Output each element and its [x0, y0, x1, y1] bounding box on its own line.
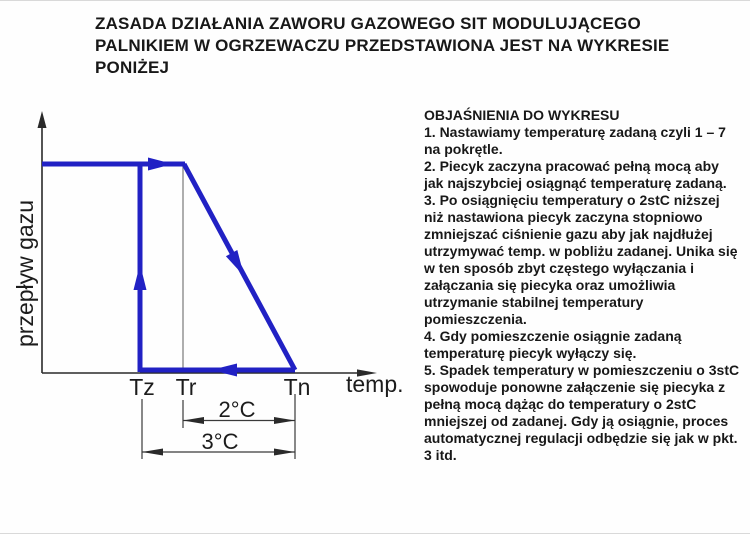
explanations-heading: OBJAŚNIENIA DO WYKRESU: [424, 107, 620, 123]
tick-tr: Tr: [175, 374, 197, 400]
cooldown-left-arrow-icon: [211, 364, 237, 377]
explanation-line: pełną mocą dążąc do temperatury o 2stC: [424, 396, 697, 412]
dim-3c-label: 3°C: [201, 429, 239, 454]
title-line-2: PALNIKIEM W OGRZEWACZU PRZEDSTAWIONA JEST NA WYKRESIE: [95, 36, 670, 55]
x-axis-label: temp.: [346, 371, 404, 397]
explanation-line: 3 itd.: [424, 447, 457, 463]
explanation-line: zmniejszać ciśnienie gazu aby jak najdłużej: [424, 226, 713, 242]
explanation-line: utrzymanie stabilnej temperatury: [424, 294, 644, 310]
tick-tn: Tn: [283, 374, 311, 400]
explanation-line: 5. Spadek temperatury w pomieszczeniu o 3stC: [424, 362, 740, 378]
explanations: [424, 107, 740, 464]
dim-3c-left-arrow-icon: [142, 449, 163, 456]
explanation-line: 1. Nastawiamy temperaturę zadaną czyli 1 – 7: [424, 124, 726, 140]
dim-2c-label: 2°C: [218, 397, 256, 422]
y-axis-arrow-icon: [38, 111, 47, 128]
restart-up-arrow-icon: [134, 264, 147, 290]
dim-3c-right-arrow-icon: [274, 449, 295, 456]
y-axis-label: przepływ gazu: [12, 199, 38, 347]
explanation-line: mniejszej od zadanej. Gdy ją osiągnie, proces: [424, 413, 729, 429]
title-line-3: PONIŻEJ: [95, 58, 170, 77]
explanation-line: 3. Po osiągnięciu temperatury o 2stC niższej: [424, 192, 720, 208]
explanation-line: w ten sposób zbyt częstego wyłączania i: [424, 260, 694, 276]
explanation-line: utrzymywać temp. w pobliżu zadanej. Unika się: [424, 243, 738, 259]
dim-2c-right-arrow-icon: [274, 417, 295, 424]
explanation-line: temperaturę piecyk wyłączy się.: [424, 345, 637, 361]
flow-right-arrow-icon: [148, 158, 173, 171]
explanation-line: jak najszybciej osiągnąć temperaturę zadaną.: [424, 175, 727, 191]
title-line-1: ZASADA DZIAŁANIA ZAWORU GAZOWEGO SIT MODULUJĄCEGO: [95, 14, 641, 33]
explanation-line: na pokrętle.: [424, 141, 503, 157]
tick-tz: Tz: [129, 374, 155, 400]
explanation-line: spowoduje ponowne załączenie się piecyka z: [424, 379, 726, 395]
dim-2c-left-arrow-icon: [183, 417, 204, 424]
explanation-line: automatycznej regulacji odbędzie się jak w pkt.: [424, 430, 738, 446]
explanation-line: załączania się piecyka oraz umożliwia: [424, 277, 676, 293]
explanation-line: 4. Gdy pomieszczenie osiągnie zadaną: [424, 328, 682, 344]
explanation-line: 2. Piecyk zaczyna pracować pełną mocą aby: [424, 158, 719, 174]
explanation-line: niż nastawiona piecyk zaczyna stopniowo: [424, 209, 703, 225]
explanation-line: pomieszczenia.: [424, 311, 527, 327]
